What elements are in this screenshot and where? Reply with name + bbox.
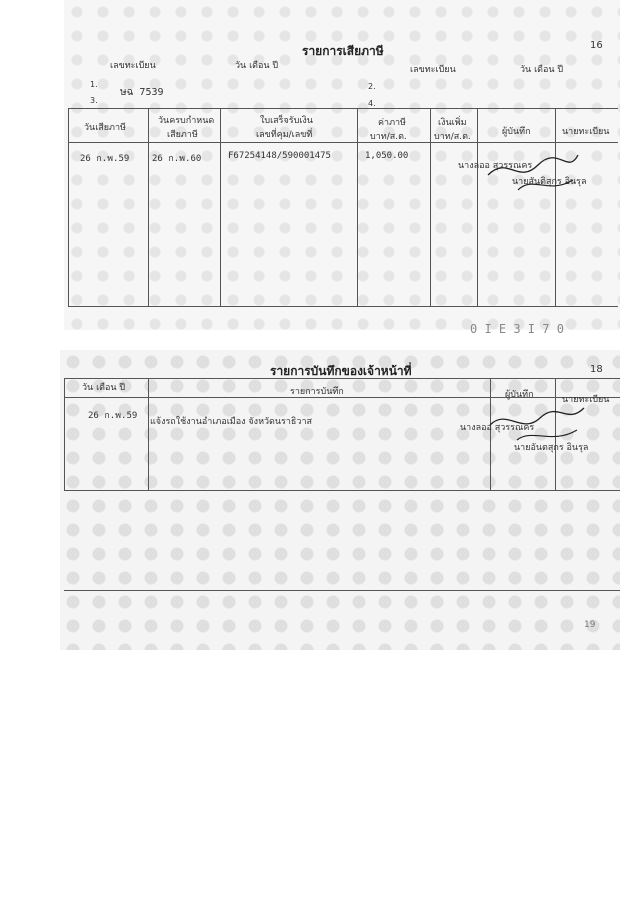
tax-table-bottom-border	[68, 306, 618, 307]
date-label-1: วัน เดือน ปี	[235, 61, 279, 71]
tax-col-divider	[220, 108, 221, 306]
col-header-registrar: นายทะเบียน	[562, 127, 610, 137]
tax-table-left-border	[68, 108, 69, 306]
recorder-signature	[478, 145, 588, 205]
col-header-record: รายการบันทึก	[290, 387, 344, 397]
tax-section-title: รายการเสียภาษี	[302, 44, 384, 58]
col-header-officer-recorder: ผู้บันทึก	[505, 390, 534, 400]
plate-number: ษฉ 7539	[120, 87, 164, 98]
entry-registrar-name: นายสันติสุกร อินรุล	[512, 177, 587, 187]
tax-col-divider	[357, 108, 358, 306]
tax-col-divider	[555, 108, 556, 306]
row1-number: 1.	[90, 80, 98, 89]
officer-page-number: 18	[590, 364, 603, 375]
officer-entry-registrar-name: นายอันตสุกร อินรุล	[514, 443, 589, 453]
tax-table-header-border	[68, 142, 618, 143]
officer-recorder-signature	[482, 400, 592, 450]
officer-section-title: รายการบันทึกของเจ้าหน้าที่	[270, 364, 412, 378]
reg-label-1: เลขทะเบียน	[110, 61, 156, 71]
date-label-2: วัน เดือน ปี	[520, 65, 564, 75]
col-header-receipt-line1: ใบเสร็จรับเงิน	[260, 116, 313, 126]
officer-entry-recorder-name: นางลออ สุวรรณคร	[460, 423, 535, 433]
officer-lower-line	[64, 590, 620, 591]
officer-col-divider	[148, 378, 149, 490]
tax-page-number: 16	[590, 40, 603, 51]
entry-receipt-number: F67254148/590001475	[228, 151, 331, 161]
officer-table-left-border	[64, 378, 65, 490]
col-header-receipt-line2: เลขที่คุม/เลขที่	[256, 130, 313, 140]
tax-col-divider	[430, 108, 431, 306]
col-header-tax-amount-line1: ค่าภาษี	[378, 118, 406, 128]
col-header-tax-amount-line2: บาท/ส.ต.	[370, 132, 407, 142]
col-header-date: วัน เดือน ปี	[82, 383, 126, 393]
tax-table-top-border	[68, 108, 618, 109]
col-header-due-date-line2: เสียภาษี	[167, 130, 198, 140]
col-header-recorder: ผู้บันทึก	[502, 127, 531, 137]
stamp-number: 0 I E 3 I 7 0	[470, 322, 564, 336]
entry-recorder-name: นางลออ สุวรรณคร	[458, 161, 533, 171]
officer-entry-date: 26 ก.พ.59	[88, 411, 138, 421]
row3-number: 3.	[90, 96, 98, 105]
reg-label-2: เลขทะเบียน	[410, 65, 456, 75]
entry-due-date: 26 ก.พ.60	[152, 154, 202, 164]
tax-col-divider	[477, 108, 478, 306]
entry-tax-amount: 1,050.00	[365, 151, 409, 161]
col-header-tax-date: วันเสียภาษี	[84, 123, 126, 133]
col-header-extra-line1: เงินเพิ่ม	[438, 118, 467, 128]
officer-table-bottom-border	[64, 490, 620, 491]
col-header-officer-registrar: นายทะเบียน	[562, 395, 610, 405]
row2-number: 2.	[368, 82, 376, 91]
col-header-due-date-line1: วันครบกำหนด	[158, 116, 215, 126]
col-header-extra-line2: บาท/ส.ต.	[434, 132, 471, 142]
row4-number: 4.	[368, 99, 376, 108]
footer-page-number: 19	[584, 620, 596, 630]
entry-tax-date: 26 ก.พ.59	[80, 154, 130, 164]
officer-entry-record: แจ้งรถใช้งานอำเภอเมือง จังหวัดนราธิวาส	[150, 417, 313, 427]
tax-col-divider	[148, 108, 149, 306]
